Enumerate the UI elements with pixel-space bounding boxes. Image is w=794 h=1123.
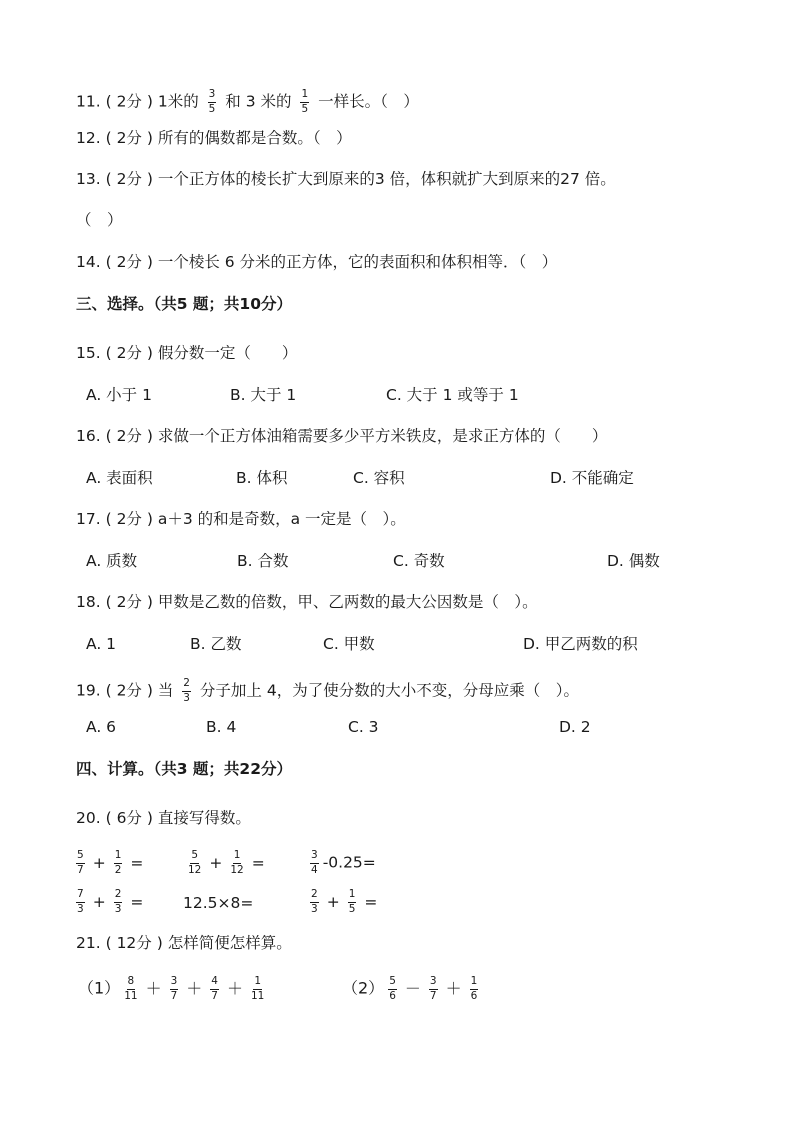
- question-18: [76, 595, 538, 611]
- fraction: $\frac{2}{3}$: [183, 677, 190, 704]
- question-score: ( 2分 ): [105, 510, 153, 528]
- question-number: 13.: [76, 170, 101, 188]
- question-score: ( 2分 ): [105, 92, 153, 111]
- fraction: $\frac{2}{3}$: [311, 888, 318, 915]
- option-d: D. 甲乙两数的积: [523, 635, 638, 653]
- fraction: $\frac{5}{7}$: [77, 849, 84, 876]
- question-17: [76, 512, 406, 528]
- fraction: $\frac{1}{5}$: [301, 88, 309, 115]
- question-text: 所有的偶数都是合数。（ ）: [157, 129, 352, 147]
- fraction: $\frac{7}{3}$: [77, 888, 84, 915]
- fraction: $\frac{5}{12}$: [188, 849, 202, 876]
- question-16: [76, 429, 607, 445]
- fraction: $\frac{1}{2}$: [114, 849, 122, 876]
- option-d: D. 2: [559, 718, 591, 736]
- fraction: $\frac{1}{5}$: [348, 888, 356, 915]
- question-text: 一个正方体的棱长扩大到原来的3 倍，体积就扩大到原来的27 倍。: [157, 170, 616, 188]
- option-a: A. 1: [86, 635, 117, 653]
- question-score: ( 2分 ): [105, 593, 153, 611]
- option-b: B. 乙数: [190, 635, 242, 653]
- fraction: $\frac{5}{6}$: [389, 975, 396, 1002]
- problem-1: （1） $\frac{8}{11}$ ＋ $\frac{3}{7}$ ＋ $\frac{4}{7}$ ＋ $\frac{1}{11}$: [78, 975, 265, 1002]
- expression-1: $\frac{5}{7}$ + $\frac{1}{2}$ =: [77, 849, 144, 876]
- question-score: ( 2分 ): [105, 427, 153, 445]
- fraction: $\frac{2}{3}$: [114, 888, 122, 915]
- option-a: A. 小于 1: [86, 386, 152, 404]
- option-b: B. 4: [206, 718, 237, 736]
- question-12: [76, 131, 352, 147]
- fraction: $\frac{3}{5}$: [208, 88, 216, 115]
- fraction: $\frac{3}{4}$: [311, 849, 318, 876]
- question-score: ( 6分 ): [105, 809, 153, 827]
- question-15: [76, 346, 297, 362]
- question-20: [76, 811, 251, 827]
- option-b: B. 体积: [236, 469, 288, 487]
- expression-4: $\frac{7}{3}$ + $\frac{2}{3}$ =: [77, 888, 144, 915]
- expression-6: $\frac{2}{3}$ + $\frac{1}{5}$ =: [311, 888, 378, 915]
- fraction: $\frac{1}{6}$: [470, 975, 478, 1002]
- problem-2: （2） $\frac{5}{6}$ － $\frac{3}{7}$ ＋ $\frac{1}{6}$: [342, 975, 478, 1002]
- question-text: 一个棱长 6 分米的正方体，它的表面积和体积相等．（ ）: [157, 253, 558, 271]
- option-c: C. 大于 1 或等于 1: [386, 386, 519, 404]
- option-d: D. 偶数: [607, 552, 660, 570]
- question-score: ( 2分 ): [105, 129, 153, 147]
- question-14: [76, 255, 557, 271]
- question-text: 甲数是乙数的倍数，甲、乙两数的最大公因数是（ ）。: [157, 593, 538, 611]
- option-c: C. 奇数: [393, 552, 445, 570]
- section-heading-4: 四、计算。（共3 题；共22分）: [76, 760, 293, 778]
- answer-paren: （ ）: [76, 211, 123, 229]
- question-number: 21.: [76, 934, 101, 952]
- question-number: 16.: [76, 427, 101, 445]
- option-c: C. 3: [348, 718, 379, 736]
- fraction: $\frac{8}{11}$: [124, 975, 138, 1002]
- question-text: 1米的: [157, 92, 199, 111]
- question-text: 直接写得数。: [157, 809, 251, 827]
- question-score: ( 2分 ): [105, 253, 153, 271]
- question-number: 18.: [76, 593, 101, 611]
- question-number: 17.: [76, 510, 101, 528]
- option-d: D. 不能确定: [550, 469, 634, 487]
- question-number: 19.: [76, 681, 101, 700]
- option-b: B. 合数: [237, 552, 289, 570]
- option-a: A. 质数: [86, 552, 138, 570]
- question-number: 11.: [76, 92, 101, 111]
- question-score: ( 2分 ): [105, 170, 153, 188]
- question-text: 和 3 米的: [225, 92, 292, 111]
- question-number: 14.: [76, 253, 101, 271]
- fraction: $\frac{3}{7}$: [170, 975, 178, 1002]
- question-score: ( 2分 ): [105, 681, 153, 700]
- question-text: a＋3 的和是奇数，a 一定是（ ）。: [157, 510, 406, 528]
- question-11: [76, 89, 419, 115]
- question-number: 12.: [76, 129, 101, 147]
- fraction: $\frac{4}{7}$: [211, 975, 218, 1002]
- question-text: 分子加上 4，为了使分数的大小不变，分母应乘（ ）。: [199, 681, 579, 700]
- question-19: [76, 678, 579, 704]
- section-heading-3: 三、选择。（共5 题；共10分）: [76, 295, 293, 313]
- expression-5: 12.5×8=: [183, 894, 254, 912]
- option-a: A. 6: [86, 718, 117, 736]
- question-text: 求做一个正方体油箱需要多少平方米铁皮，是求正方体的（ ）: [157, 427, 608, 445]
- question-text: 假分数一定（ ）: [157, 344, 298, 362]
- question-number: 15.: [76, 344, 101, 362]
- question-score: ( 2分 ): [105, 344, 153, 362]
- fraction: $\frac{1}{12}$: [230, 849, 244, 876]
- question-text: 一样长。（ ）: [318, 92, 419, 111]
- option-c: C. 容积: [353, 469, 405, 487]
- expression-2: $\frac{5}{12}$ + $\frac{1}{12}$ =: [188, 849, 265, 876]
- question-13: [76, 172, 616, 188]
- question-text: 当: [157, 681, 174, 700]
- question-21: [76, 936, 292, 952]
- fraction: $\frac{3}{7}$: [429, 975, 437, 1002]
- fraction: $\frac{1}{11}$: [250, 975, 265, 1002]
- question-score: ( 12分 ): [105, 934, 163, 952]
- expression-3: $\frac{3}{4}$ -0.25=: [311, 849, 376, 876]
- option-a: A. 表面积: [86, 469, 153, 487]
- question-number: 20.: [76, 809, 101, 827]
- option-b: B. 大于 1: [230, 386, 297, 404]
- question-text: 怎样简便怎样算。: [167, 934, 292, 952]
- option-c: C. 甲数: [323, 635, 375, 653]
